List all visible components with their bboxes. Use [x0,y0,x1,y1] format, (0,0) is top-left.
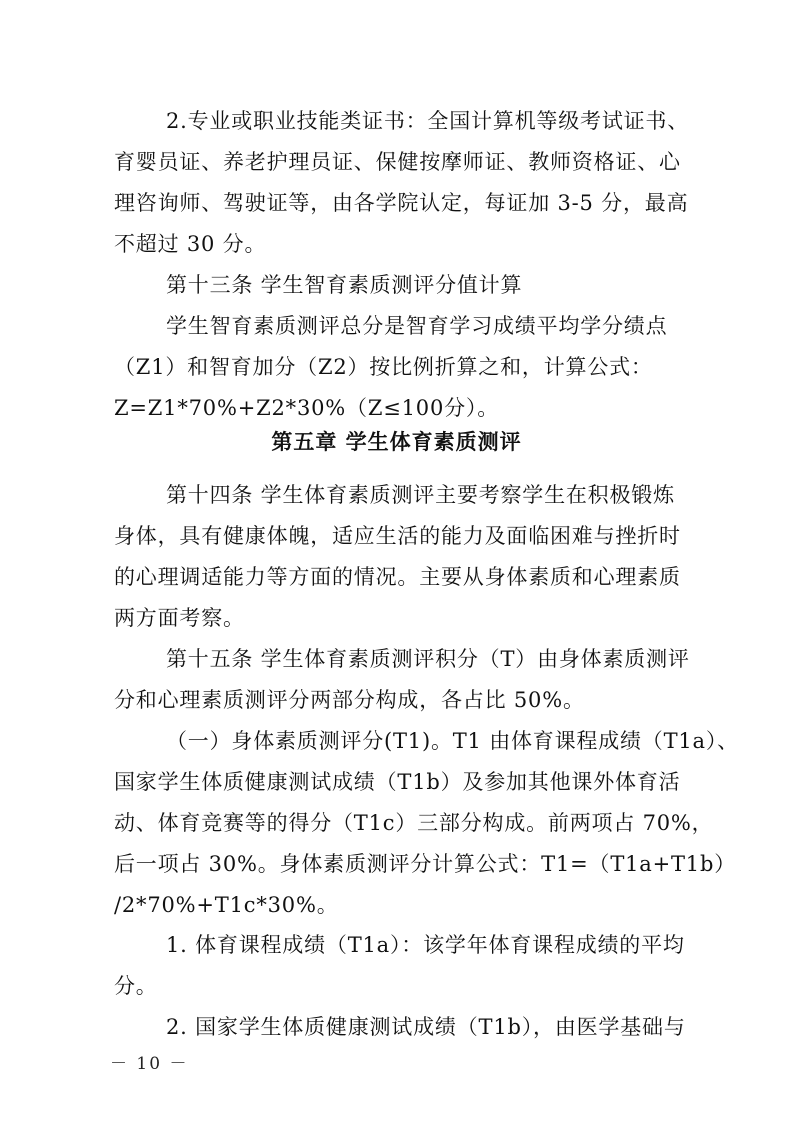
paragraph-intellectual-score [114,306,680,429]
text-line: 动、体育竞赛等的得分（T1c）三部分构成。前两项占 70%， [114,811,714,835]
paragraph-pe-course [114,925,685,1007]
text-line: Z=Z1*70%+Z2*30%（Z≤100分）。 [114,396,500,420]
text-line: 第十三条 学生智育素质测评分值计算 [166,273,523,297]
text-line: 第十四条 学生体育素质测评主要考察学生在积极锻炼 [166,483,675,507]
paragraph-physical-score [114,721,739,926]
text-line: 第十五条 学生体育素质测评积分（T）由身体素质测评 [166,647,690,671]
text-line: 的心理调适能力等方面的情况。主要从身体素质和心理素质 [114,565,681,589]
text-line: 育婴员证、养老护理员证、保健按摩师证、教师资格证、心 [114,150,681,174]
text-line: 两方面考察。 [114,606,245,630]
text-line: 后一项占 30%。身体素质测评分计算公式：T1=（T1a+T1b） [114,852,737,876]
paragraph-article-15 [114,639,690,721]
text-line: （Z1）和智育加分（Z2）按比例折算之和，计算公式： [114,355,653,379]
text-line: /2*70%+T1c*30%。 [114,893,339,917]
article-13-title [114,265,680,306]
text-line: 国家学生体质健康测试成绩（T1b）及参加其他课外体育活 [114,770,681,794]
paragraph-article-14 [114,475,680,639]
paragraph-certificates [114,101,690,265]
text-line: 2. 国家学生体质健康测试成绩（T1b），由医学基础与 [166,1015,686,1039]
paragraph-fitness-test [114,1007,686,1048]
text-line: 2.专业或职业技能类证书：全国计算机等级考试证书、 [166,109,690,133]
text-line: 身体，具有健康体魄，适应生活的能力及面临困难与挫折时 [114,524,681,548]
page-number: － 10 － [110,1054,189,1074]
text-line: 分和心理素质测评分两部分构成，各占比 50%。 [114,688,585,712]
text-line: （一）身体素质测评分(T1)。T1 由体育课程成绩（T1a）、 [166,729,739,753]
text-line: 理咨询师、驾驶证等，由各学院认定，每证加 3-5 分，最高 [114,191,689,215]
text-line: 分。 [114,974,158,998]
chapter-heading: 第五章 学生体育素质测评 [271,430,522,454]
text-line: 1. 体育课程成绩（T1a）：该学年体育课程成绩的平均 [166,933,685,957]
text-line: 不超过 30 分。 [114,232,267,256]
text-line: 学生智育素质测评总分是智育学习成绩平均学分绩点 [166,314,668,338]
